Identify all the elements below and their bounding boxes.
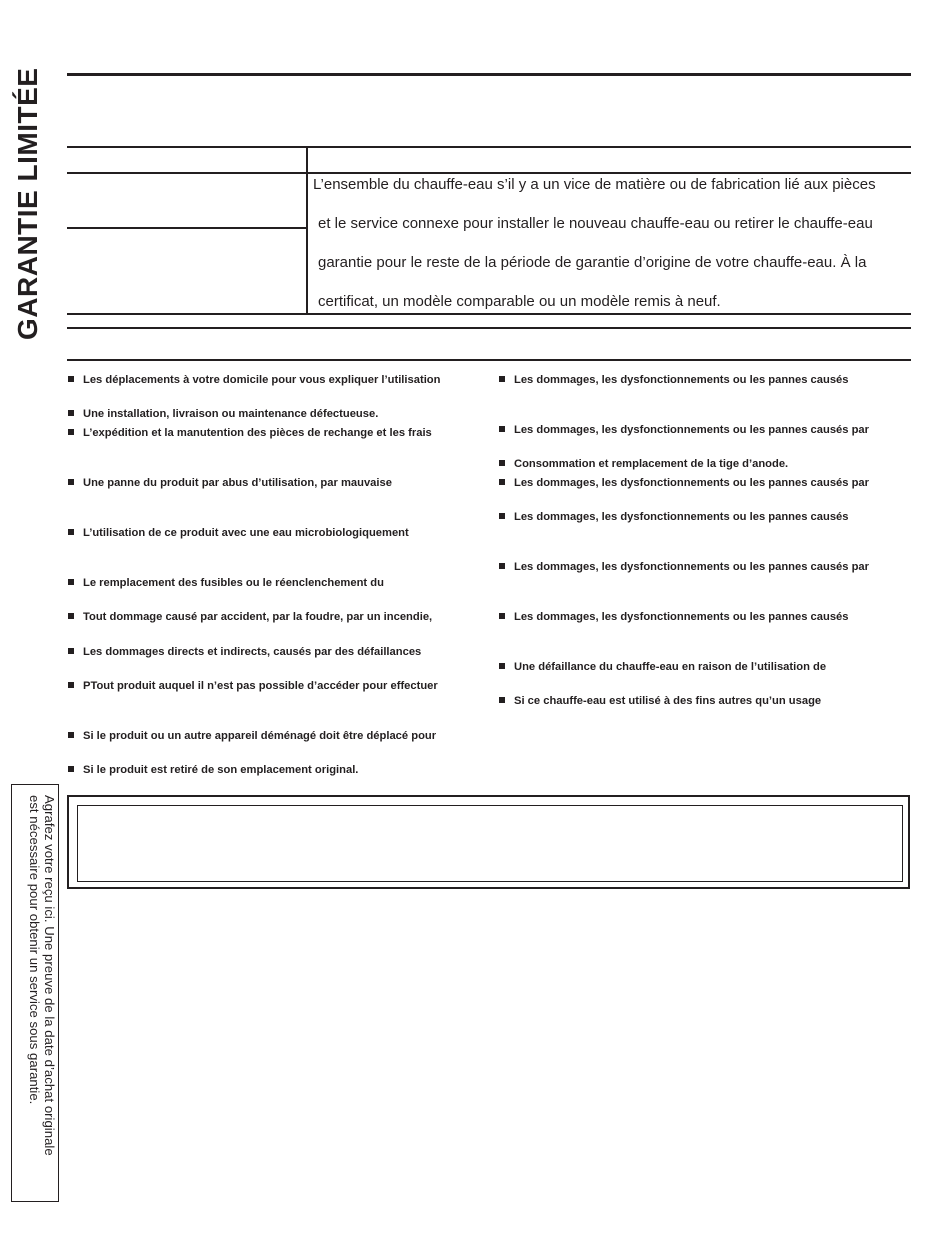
exclusion-item: PTout produit auquel il n’est pas possible d’accéder pour effectuer [68,679,438,693]
bullet-icon [68,766,74,772]
exclusion-item: Si ce chauffe-eau est utilisé à des fins autres qu’un usage [499,694,821,708]
top-rule [67,73,911,76]
exclusion-item: Les dommages, les dysfonctionnements ou les pannes causés par [499,423,869,437]
bullet-icon [68,429,74,435]
notice-box-inner [77,805,903,882]
side-title: GARANTIE LIMITÉE [12,67,43,340]
exclusion-item: Les dommages, les dysfonctionnements ou les pannes causés [499,373,849,387]
exclusion-item: L’utilisation de ce produit avec une eau microbiologiquement [68,526,409,540]
table-header-rule [67,172,911,174]
bullet-icon [68,529,74,535]
receipt-staple-box [11,784,59,1202]
bullet-icon [499,663,505,669]
exclusion-item: Les dommages, les dysfonctionnements ou les pannes causés [499,510,849,524]
exclusion-item: Tout dommage causé par accident, par la foudre, par un incendie, [68,610,432,624]
receipt-note-line-2: est nécessaire pour obtenir un service sous garantie. [27,795,42,1105]
bullet-icon [499,376,505,382]
bullet-icon [499,513,505,519]
bullet-icon [499,613,505,619]
exclusion-item: Les dommages, les dysfonctionnements ou les pannes causés par [499,560,869,574]
bullet-icon [68,613,74,619]
bullet-icon [68,732,74,738]
table-left-split-rule [67,227,306,229]
table-bottom-rule [67,313,911,315]
exclusion-item: Les dommages, les dysfonctionnements ou les pannes causés par [499,476,869,490]
exclusion-item: Consommation et remplacement de la tige d’anode. [499,457,788,471]
bullet-icon [68,376,74,382]
bullet-icon [68,648,74,654]
bullet-icon [68,682,74,688]
bullet-icon [499,697,505,703]
receipt-staple-note [18,787,62,1197]
exclusion-item: Une défaillance du chauffe-eau en raison de l’utilisation de [499,660,826,674]
exclusion-item: Une installation, livraison ou maintenance défectueuse. [68,407,378,421]
exclusion-item: Si le produit est retiré de son emplacement original. [68,763,358,777]
receipt-note-line-1: Agrafez votre reçu ici. Une preuve de la date d’achat originale [42,795,57,1156]
bullet-icon [499,460,505,466]
table-column-divider [306,146,308,314]
bullet-icon [499,479,505,485]
coverage-line-1: L’ensemble du chauffe-eau s’il y a un vice de matière ou de fabrication lié aux pièces [313,176,876,193]
exclusion-item: Les déplacements à votre domicile pour vous expliquer l’utilisation [68,373,440,387]
coverage-line-3: garantie pour le reste de la période de garantie d’origine de votre chauffe-eau. À la [318,254,867,271]
notice-box [67,795,910,889]
coverage-line-4: certificat, un modèle comparable ou un modèle remis à neuf. [318,293,721,310]
section-rule-2 [67,359,911,361]
bullet-icon [68,410,74,416]
bullet-icon [499,563,505,569]
exclusion-item: Une panne du produit par abus d’utilisation, par mauvaise [68,476,392,490]
exclusion-item: Le remplacement des fusibles ou le réenclenchement du [68,576,384,590]
table-top-rule [67,146,911,148]
exclusion-item: Les dommages directs et indirects, causés par des défaillances [68,645,421,659]
exclusion-item: Les dommages, les dysfonctionnements ou les pannes causés [499,610,849,624]
bullet-icon [499,426,505,432]
section-rule-1 [67,327,911,329]
exclusion-item: Si le produit ou un autre appareil déménagé doit être déplacé pour [68,729,436,743]
bullet-icon [68,579,74,585]
exclusion-item: L’expédition et la manutention des pièces de rechange et les frais [68,426,432,440]
bullet-icon [68,479,74,485]
coverage-line-2: et le service connexe pour installer le nouveau chauffe-eau ou retirer le chauffe-eau [318,215,873,232]
